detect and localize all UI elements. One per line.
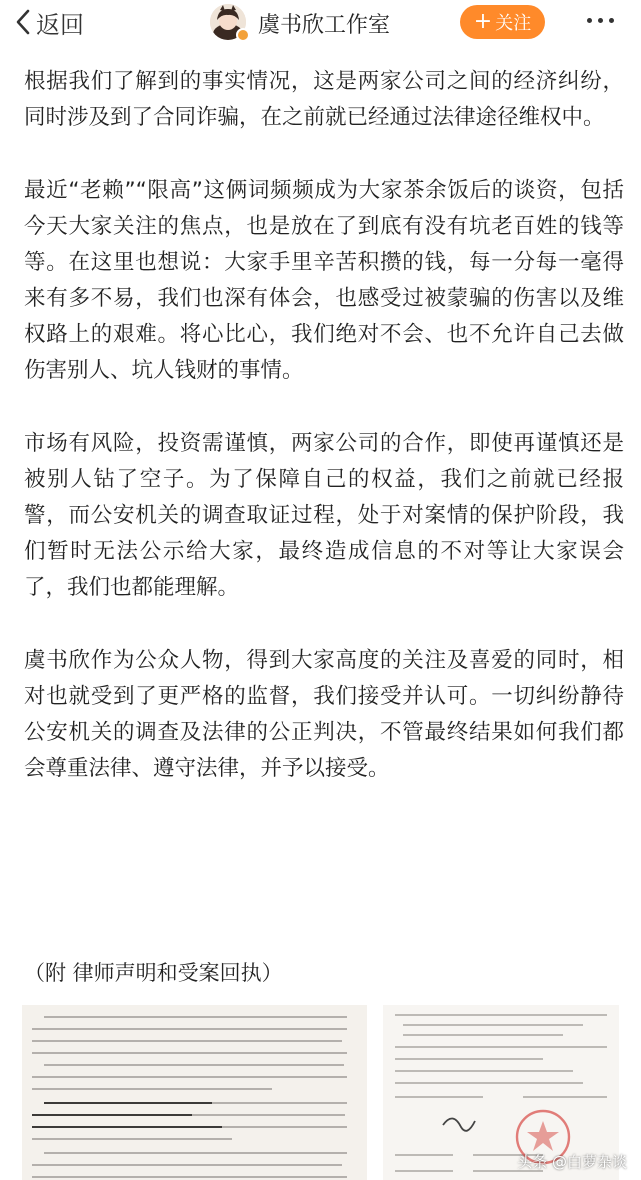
article-paragraph: 根据我们了解到的事实情况，这是两家公司之间的经济纠纷，同时涉及到了合同诈骗，在之前就已经通过法律途径维权中。 [24,69,624,130]
chevron-left-icon [14,8,32,36]
back-button[interactable] [14,5,84,39]
article-paragraph: 虞书欣作为公众人物，得到大家高度的关注及喜爱的同时，相对也就受到了更严格的监督，我们接受并认可。一切纠纷静待公安机关的调查及法律的公正判决，不管最终结果如何我们都会尊重法律、遵守法律，并予以接受。 [24,648,624,781]
more-options-button[interactable] [583,14,618,27]
more-dot-icon [587,18,592,23]
attachment-caption: （附 律师声明和受案回执） [24,961,283,985]
more-dot-icon [598,18,603,23]
article-paragraph: 最近“老赖”“限高”这俩词频频成为大家茶余饭后的谈资，包括今天大家关注的焦点，也是放在了到底有没有坑老百姓的钱等等。在这里也想说：大家手里辛苦积攒的钱，每一分每一毫得来有多不易，我们也深有体会，也感受过被蒙骗的伤害以及维权路上的艰难。将心比心，我们绝对不会、也不允许自己去做伤害别人、坑人钱财的事情。 [24,178,624,383]
watermark: 头条 @白萝杂谈 [517,1153,627,1171]
follow-label: 关注 [495,13,532,34]
verified-badge-icon [236,28,250,42]
article-paragraph: 市场有风险，投资需谨慎，两家公司的合作，即使再谨慎还是被别人钻了空子。为了保障自己的权益，我们之前就已经报警，而公安机关的调查取证过程，处于对案情的保护阶段，我们暂时无法公示给大家，最终造成信息的不对等让大家误会了，我们也都能理解。 [24,431,624,600]
account-name[interactable]: 虞书欣工作室 [258,13,391,38]
more-dot-icon [609,18,614,23]
back-label: 返回 [36,10,84,39]
article-body [24,64,624,824]
avatar[interactable] [210,4,246,40]
lawyer-statement-image[interactable] [22,1005,367,1180]
follow-button[interactable] [460,5,545,39]
plus-icon: + [473,9,493,34]
top-nav-bar [0,0,641,46]
